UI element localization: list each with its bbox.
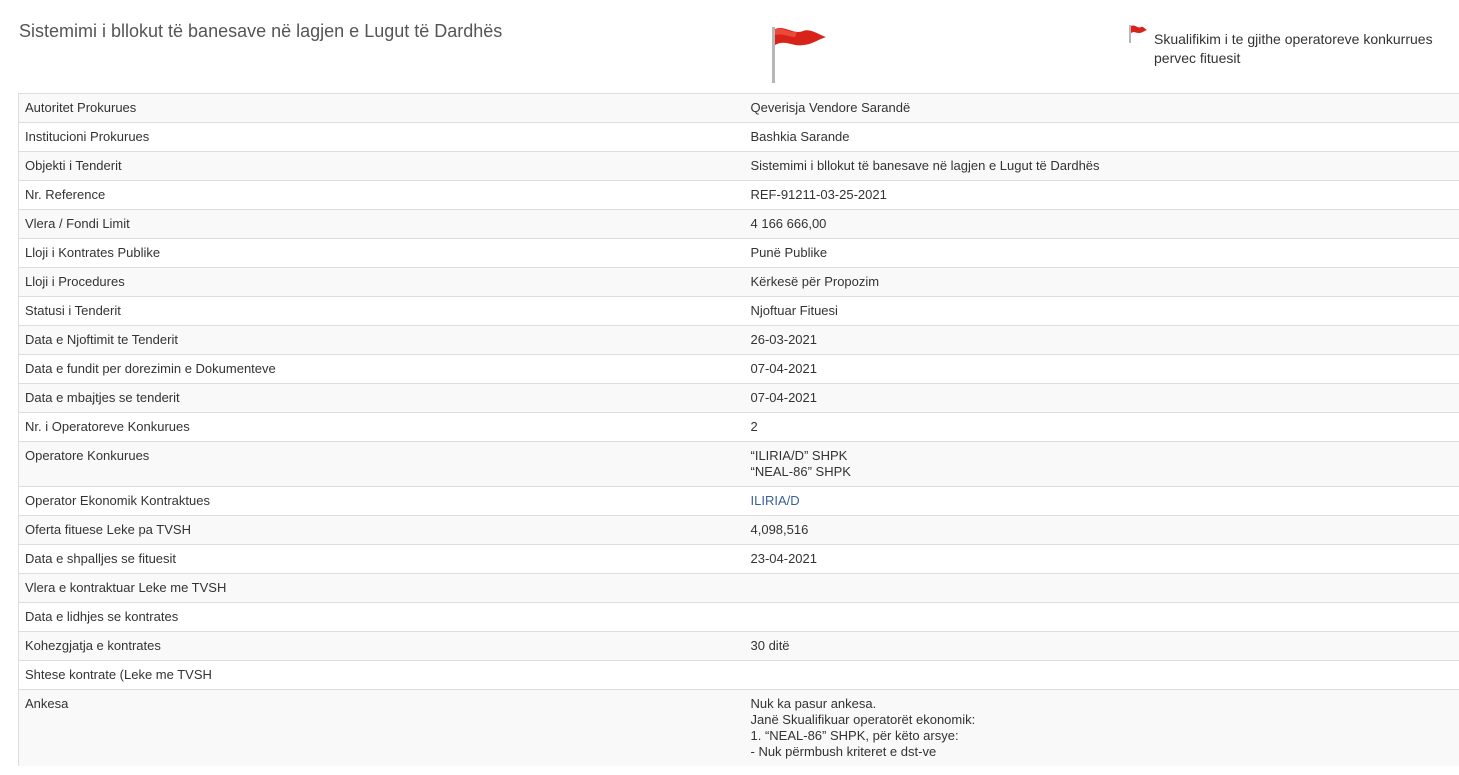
row-value-line: Njoftuar Fituesi <box>750 303 838 318</box>
row-value-line: Qeverisja Vendore Sarandë <box>750 100 911 115</box>
table-row <box>19 413 1459 442</box>
row-label: Oferta fituese Leke pa TVSH <box>19 516 745 545</box>
row-label: Autoritet Prokurues <box>19 94 745 123</box>
row-value <box>745 413 1459 442</box>
row-label: Operator Ekonomik Kontraktues <box>19 487 745 516</box>
row-label: Operatore Konkurues <box>19 442 745 487</box>
row-value <box>745 94 1459 123</box>
row-value-line: “NEAL-86” SHPK <box>750 464 851 479</box>
row-value-line: 2 <box>750 419 758 434</box>
table-row <box>19 94 1459 123</box>
row-label: Nr. Reference <box>19 181 745 210</box>
table-row <box>19 442 1459 487</box>
row-label: Data e fundit per dorezimin e Dokumenteve <box>19 355 745 384</box>
row-value-line: “ILIRIA/D” SHPK <box>750 448 848 463</box>
row-label: Objekti i Tenderit <box>19 152 745 181</box>
row-value-line: REF-91211-03-25-2021 <box>750 187 887 202</box>
flag-note-text: Skualifikim i te gjithe operatoreve konkurrues pervec fituesit <box>1154 31 1433 66</box>
table-row <box>19 690 1459 767</box>
row-label: Statusi i Tenderit <box>19 297 745 326</box>
table-row <box>19 355 1459 384</box>
row-value <box>745 123 1459 152</box>
red-flag-icon <box>769 25 827 85</box>
row-label: Ankesa <box>19 690 745 767</box>
table-row <box>19 632 1459 661</box>
row-value <box>745 384 1459 413</box>
table-row <box>19 487 1459 516</box>
row-value <box>745 210 1459 239</box>
row-value <box>745 181 1459 210</box>
table-row <box>19 123 1459 152</box>
table-row <box>19 297 1459 326</box>
table-row <box>19 545 1459 574</box>
row-label: Vlera / Fondi Limit <box>19 210 745 239</box>
row-label: Institucioni Prokurues <box>19 123 745 152</box>
row-value <box>745 355 1459 384</box>
row-label: Nr. i Operatoreve Konkurues <box>19 413 745 442</box>
table-row <box>19 268 1459 297</box>
row-label: Data e mbajtjes se tenderit <box>19 384 745 413</box>
row-value-line: Nuk ka pasur ankesa. <box>750 696 877 711</box>
row-value <box>745 545 1459 574</box>
row-value <box>745 516 1459 545</box>
row-value <box>745 690 1459 767</box>
row-value <box>745 632 1459 661</box>
row-label: Vlera e kontraktuar Leke me TVSH <box>19 574 745 603</box>
row-value <box>745 661 1459 690</box>
row-value <box>745 297 1459 326</box>
table-row <box>19 239 1459 268</box>
table-row <box>19 152 1459 181</box>
row-value <box>745 152 1459 181</box>
small-red-flag-icon <box>1128 24 1148 44</box>
row-value-line: Kërkesë për Propozim <box>750 274 880 289</box>
table-row <box>19 603 1459 632</box>
table-row <box>19 326 1459 355</box>
row-value-line <box>751 667 1454 683</box>
row-value-line: 23-04-2021 <box>750 551 817 566</box>
page-title: Sistemimi i bllokut të banesave në lagjen e Lugut të Dardhës <box>19 21 503 41</box>
row-value-line <box>751 580 1454 596</box>
row-value-line: - Nuk përmbush kriteret e dst-ve <box>750 744 937 759</box>
row-value-line: Sistemimi i bllokut të banesave në lagjen e Lugut të Dardhës <box>750 158 1100 173</box>
row-label: Lloji i Kontrates Publike <box>19 239 745 268</box>
row-value <box>745 603 1459 632</box>
row-value-line: 07-04-2021 <box>750 390 817 405</box>
table-row <box>19 661 1459 690</box>
row-value-line: Janë Skualifikuar operatorët ekonomik: <box>750 712 976 727</box>
table-row <box>19 384 1459 413</box>
row-value-line <box>751 609 1454 625</box>
row-value-line: 4,098,516 <box>750 522 809 537</box>
row-label: Shtese kontrate (Leke me TVSH <box>19 661 745 690</box>
table-row <box>19 516 1459 545</box>
page-header <box>0 0 1459 93</box>
row-value <box>745 487 1459 516</box>
operator-link[interactable]: ILIRIA/D <box>750 493 800 508</box>
row-value-line: Bashkia Sarande <box>750 129 850 144</box>
tender-details-table <box>18 93 1459 766</box>
row-value <box>745 574 1459 603</box>
row-value-line: 1. “NEAL-86” SHPK, për këto arsye: <box>750 728 959 743</box>
row-value-line: Punë Publike <box>750 245 828 260</box>
row-value-line: 26-03-2021 <box>750 332 817 347</box>
table-row <box>19 574 1459 603</box>
row-label: Data e lidhjes se kontrates <box>19 603 745 632</box>
row-value-line: 4 166 666,00 <box>750 216 827 231</box>
row-label: Lloji i Procedures <box>19 268 745 297</box>
row-value-line: 30 ditë <box>750 638 790 653</box>
row-value-line: 07-04-2021 <box>750 361 817 376</box>
row-label: Data e shpalljes se fituesit <box>19 545 745 574</box>
row-value <box>745 326 1459 355</box>
flag-note <box>1128 24 1453 68</box>
table-row <box>19 181 1459 210</box>
row-value <box>745 268 1459 297</box>
row-label: Data e Njoftimit te Tenderit <box>19 326 745 355</box>
row-label: Kohezgjatja e kontrates <box>19 632 745 661</box>
table-row <box>19 210 1459 239</box>
row-value <box>745 442 1459 487</box>
row-value <box>745 239 1459 268</box>
